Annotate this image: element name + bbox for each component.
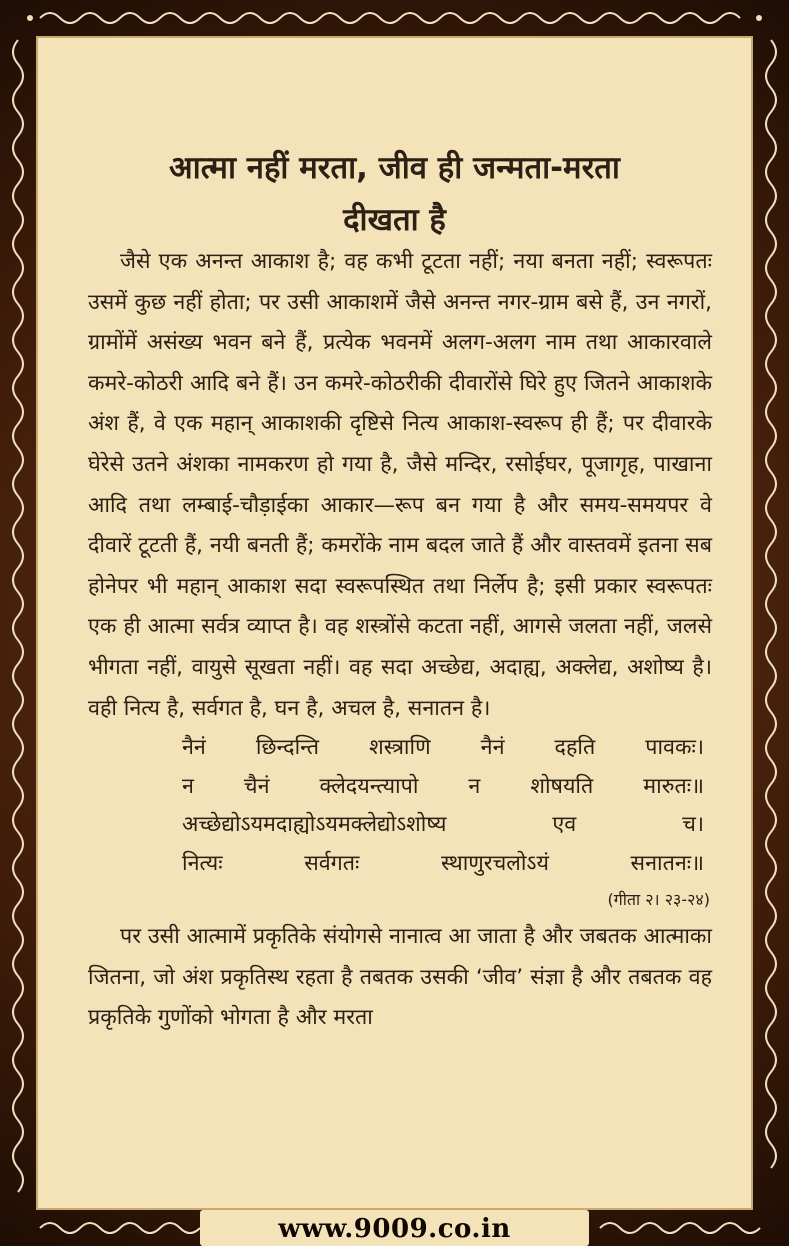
footer-url[interactable]: www.9009.co.in bbox=[278, 1214, 511, 1244]
book-page bbox=[36, 36, 753, 1210]
verse-line-3: अच्छेद्योऽयमदाह्योऽयमक्लेद्योऽशोष्य एव च। bbox=[182, 812, 704, 838]
verse-line-1: नैनं छिन्दन्ति शस्त्राणि नैनं दहति पावकः। bbox=[182, 735, 704, 761]
verse-line-4: नित्यः सर्वगतः स्थाणुरचलोऽयं सनातनः॥ bbox=[182, 850, 704, 876]
title-line-2: दीखता है bbox=[343, 202, 446, 238]
title-line-1: आत्मा नहीं मरता, जीव ही जन्मता-मरता bbox=[169, 150, 620, 186]
gita-verse bbox=[88, 729, 704, 883]
page-title bbox=[36, 142, 753, 246]
body-text bbox=[88, 242, 712, 1039]
left-ornament-border bbox=[0, 0, 36, 1246]
right-ornament-border bbox=[753, 0, 789, 1246]
verse-citation: (गीता २। २३-२४) bbox=[607, 890, 710, 910]
verse-line-2: न चैनं क्लेदयन्त्यापो न शोषयति मारुतः॥ bbox=[182, 773, 704, 799]
top-ornament-border bbox=[0, 0, 789, 36]
paragraph-1: जैसे एक अनन्त आकाश है; वह कभी टूटता नहीं; नया बनता नहीं; स्वरूपतः उसमें कुछ नहीं होता; पर उसी आकाशमें जैसे अनन्त नगर-ग्राम बसे हैं, उन नगरों, ग्रामोंमें असंख्य भवन बने हैं, प्रत्येक भवनमें अलग-अलग नाम तथा आकारवाले कमरे-कोठरी आदि बने हैं। उन कमरे-कोठरीकी दीवारोंसे घिरे हुए जितने आकाशके अंश हैं, वे एक महान् आकाशकी दृष्टिसे नित्य आकाश-स्वरूप ही हैं; पर दीवारके घेरेसे उतने अंशका नामकरण हो गया है, जैसे मन्दिर, रसोईघर, पूजागृह, पाखाना आदि तथा लम्बाई-चौड़ाईका आकार—रूप बन गया है और समय-समयपर वे दीवारें टूटती हैं, नयी बनती हैं; कमरोंके नाम बदल जाते हैं और वास्तवमें इतना सब होनेपर भी महान् आकाश सदा स्वरूपस्थित तथा निर्लेप है; इसी प्रकार स्वरूपतः एक ही आत्मा सर्वत्र व्याप्त है। वह शस्त्रोंसे कटता नहीं, आगसे जलता नहीं, जलसे भीगता नहीं, वायुसे सूखता नहीं। वह सदा अच्छेद्य, अदाह्य, अक्लेद्य, अशोष्य है। वही नित्य है, सर्वगत है, घन है, अचल है, सनातन है। bbox=[88, 249, 712, 721]
paragraph-2: पर उसी आत्मामें प्रकृतिके संयोगसे नानात्व आ जाता है और जबतक आत्माका जितना, जो अंश प्रकृतिस्थ रहता है तबतक उसकी ‘जीव’ संज्ञा है और तबतक वह प्रकृतिके गुणोंको भोगता है और मरता bbox=[88, 924, 712, 1031]
